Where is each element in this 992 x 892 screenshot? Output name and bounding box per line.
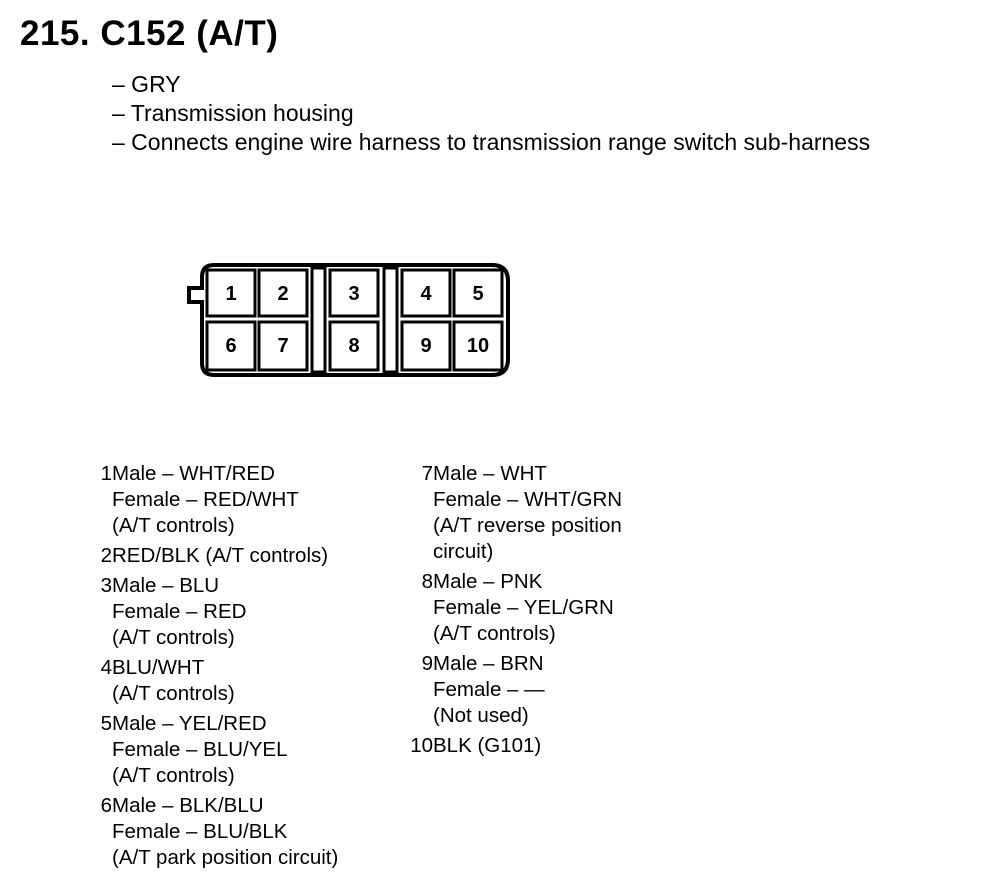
pin-description-line: Male – PNK	[433, 570, 543, 593]
pin-description-line: circuit)	[433, 540, 494, 563]
page-title: 215. C152 (A/T)	[20, 14, 279, 53]
pin-description-line: (Not used)	[433, 704, 529, 727]
pin-label: 6	[225, 335, 237, 357]
pin-entry	[84, 793, 338, 871]
pin-description-line: (A/T controls)	[433, 622, 556, 645]
pin-number: 7	[421, 462, 433, 485]
pin-label: 1	[225, 283, 237, 305]
pin-entry	[84, 711, 338, 789]
pin-entry	[405, 651, 622, 729]
pin-number: 6	[100, 794, 112, 817]
connector-diagram	[184, 262, 514, 378]
pin-description-line: Female – RED	[112, 600, 247, 623]
pin-description-line: (A/T controls)	[112, 514, 235, 537]
pin-list-left	[84, 461, 338, 875]
pin-description-line: BLU/WHT	[112, 656, 205, 679]
connector-location: – Transmission housing	[112, 100, 354, 126]
pin-number: 8	[421, 570, 433, 593]
pin-description-line: Female – WHT/GRN	[433, 488, 623, 511]
pin-description-line: (A/T controls)	[112, 626, 235, 649]
pin-number: 9	[421, 652, 433, 675]
connector-info	[112, 70, 870, 157]
pin-list-right	[405, 461, 622, 763]
pin-entry	[405, 569, 622, 647]
pin-description-line: RED/BLK (A/T controls)	[112, 544, 329, 567]
pin-entry	[84, 461, 338, 539]
pin-description-line: Male – WHT/RED	[112, 462, 275, 485]
pin-label: 7	[277, 335, 289, 357]
pin-number: 2	[100, 544, 112, 567]
pin-description-line: BLK (G101)	[433, 734, 542, 757]
pin-entry	[405, 461, 622, 565]
pin-number: 4	[100, 656, 112, 679]
pin-description-line: Female – —	[433, 678, 545, 701]
pin-description-line: Male – BRN	[433, 652, 544, 675]
pin-number: 1	[100, 462, 112, 485]
pin-description-line: Female – RED/WHT	[112, 488, 299, 511]
pin-entry	[84, 573, 338, 651]
pin-label: 8	[348, 335, 360, 357]
pin-number: 5	[100, 712, 112, 735]
pin-description-line: Female – BLU/YEL	[112, 738, 288, 761]
pin-entry	[84, 543, 338, 569]
connector-housing	[189, 265, 508, 375]
pin-label: 10	[466, 335, 490, 357]
pin-description-line: (A/T controls)	[112, 764, 235, 787]
pin-description-line: Female – BLU/BLK	[112, 820, 288, 843]
pin-description-line: Male – YEL/RED	[112, 712, 267, 735]
pin-entry	[84, 655, 338, 707]
pin-label: 9	[420, 335, 432, 357]
pin-description-line: Male – BLU	[112, 574, 220, 597]
connector-description: – Connects engine wire harness to transmission range switch sub-harness	[112, 129, 871, 155]
pin-description-line: (A/T park position circuit)	[112, 846, 339, 869]
pin-description-line: (A/T reverse position	[433, 514, 622, 537]
separator-bar	[384, 268, 397, 372]
pin-label: 2	[277, 283, 289, 305]
pin-entry	[405, 733, 622, 759]
pin-label: 3	[348, 283, 360, 305]
connector-color: – GRY	[112, 71, 181, 97]
pin-number: 10	[410, 734, 433, 757]
pin-description-line: Female – YEL/GRN	[433, 596, 614, 619]
pin-description-line: Male – BLK/BLU	[112, 794, 264, 817]
pin-description-line: Male – WHT	[433, 462, 547, 485]
pin-number: 3	[100, 574, 112, 597]
separator-bar	[312, 268, 325, 372]
pin-description-line: (A/T controls)	[112, 682, 235, 705]
pin-label: 4	[420, 283, 432, 305]
pin-label: 5	[472, 283, 484, 305]
